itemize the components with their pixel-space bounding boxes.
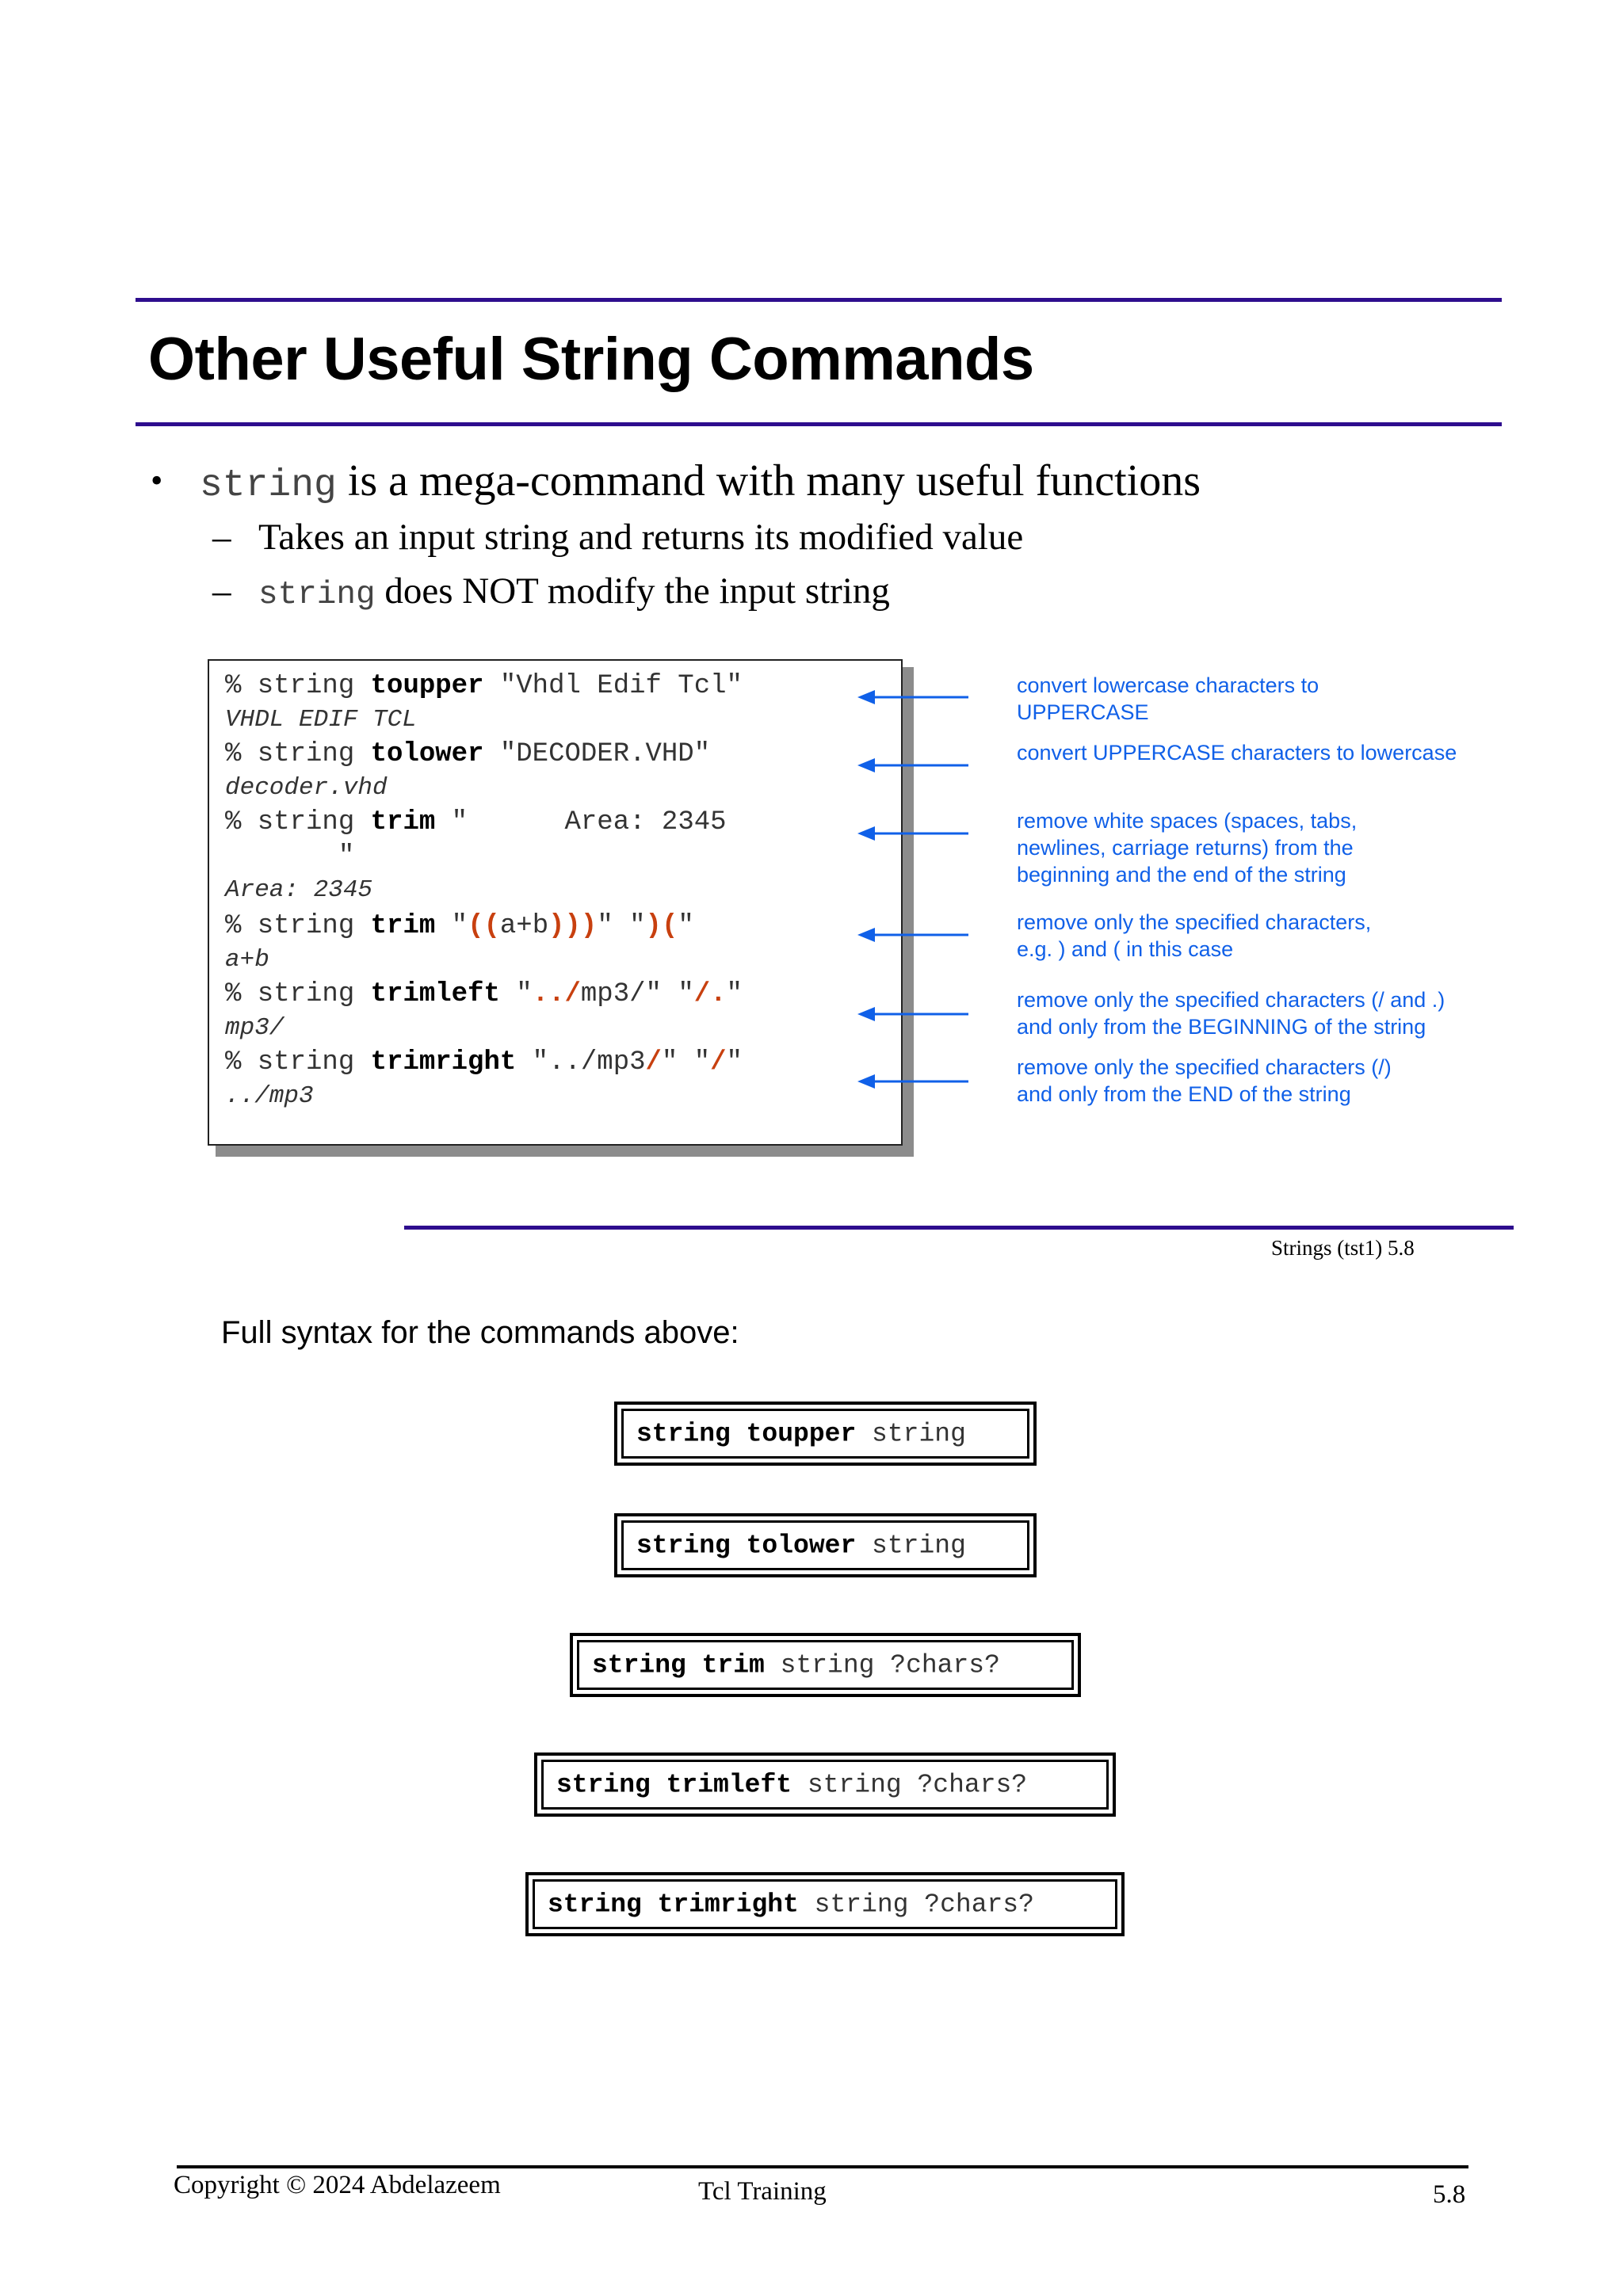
code-output-line: VHDL EDIF TCL bbox=[225, 706, 417, 734]
arg-part: mp3/" " bbox=[580, 979, 694, 1009]
highlighted-chars: /. bbox=[693, 979, 727, 1009]
footer-copyright: Copyright © 2024 Abdelazeem bbox=[174, 2171, 501, 2199]
code-command-line bbox=[225, 978, 743, 1010]
annotation-line: beginning and the end of the string bbox=[1017, 863, 1346, 887]
highlighted-chars: )( bbox=[645, 911, 678, 941]
subcommand: trim bbox=[370, 911, 436, 941]
footer-rule bbox=[177, 2165, 1468, 2168]
code-continuation-line: " bbox=[225, 841, 355, 871]
subcommand: tolower bbox=[370, 739, 484, 769]
syntax-command: string toupper bbox=[636, 1419, 857, 1448]
arrow-left-icon bbox=[857, 927, 968, 943]
annotation-toupper bbox=[1017, 672, 1319, 726]
syntax-text bbox=[592, 1650, 1000, 1680]
annotation-line: remove white spaces (spaces, tabs, bbox=[1017, 809, 1358, 833]
arrow-left-icon bbox=[857, 689, 968, 705]
prompt: % string bbox=[225, 739, 371, 769]
syntax-box-trimright bbox=[525, 1872, 1125, 1936]
code-output-line: a+b bbox=[225, 946, 269, 974]
syntax-command: string trimright bbox=[548, 1890, 799, 1919]
syntax-box-trim bbox=[570, 1633, 1081, 1697]
syntax-args: string bbox=[856, 1419, 966, 1448]
annotation-trim-chars bbox=[1017, 909, 1371, 963]
title-top-rule bbox=[136, 298, 1502, 302]
arguments: "Vhdl Edif Tcl" bbox=[483, 671, 743, 701]
syntax-text bbox=[636, 1419, 966, 1448]
footer-page-number: 5.8 bbox=[1433, 2180, 1466, 2209]
arg-part: " " bbox=[661, 1047, 711, 1077]
arg-part: " bbox=[499, 979, 533, 1009]
subcommand: toupper bbox=[370, 671, 484, 701]
arg-part: a+b bbox=[499, 911, 549, 941]
title-bottom-rule bbox=[136, 422, 1502, 426]
highlighted-chars: / bbox=[710, 1047, 727, 1077]
arg-part: "../mp3 bbox=[516, 1047, 646, 1077]
arrow-left-icon bbox=[857, 1006, 968, 1022]
arg-part: " bbox=[726, 979, 743, 1009]
slide-caption: Strings (tst1) 5.8 bbox=[1271, 1236, 1415, 1260]
annotation-line: remove only the specified characters (/ and .) bbox=[1017, 988, 1445, 1012]
arguments: "DECODER.VHD" bbox=[483, 739, 711, 769]
dash-marker: – bbox=[212, 570, 231, 612]
code-command-line bbox=[225, 738, 710, 770]
annotation-trimleft bbox=[1017, 986, 1445, 1040]
prompt: % string bbox=[225, 979, 371, 1009]
slide-bottom-rule bbox=[404, 1226, 1514, 1230]
annotation-line: newlines, carriage returns) from the bbox=[1017, 836, 1354, 860]
inline-code: string bbox=[200, 464, 337, 507]
code-command-line bbox=[225, 1047, 743, 1078]
footer-course-title: Tcl Training bbox=[698, 2177, 827, 2206]
annotation-line: and only from the BEGINNING of the string bbox=[1017, 1015, 1426, 1039]
highlighted-chars: (( bbox=[468, 911, 500, 941]
arg-part: " bbox=[678, 911, 694, 941]
syntax-command: string trim bbox=[592, 1650, 765, 1680]
syntax-text bbox=[636, 1531, 966, 1560]
syntax-args: string ?chars? bbox=[798, 1890, 1034, 1919]
prompt: % string bbox=[225, 911, 371, 941]
annotation-line: and only from the END of the string bbox=[1017, 1082, 1351, 1106]
bullet-text: is a mega-command with many useful functions bbox=[336, 456, 1201, 505]
sub-bullet-text: does NOT modify the input string bbox=[375, 570, 890, 612]
dash-marker: – bbox=[212, 517, 231, 558]
arrow-left-icon bbox=[857, 757, 968, 773]
annotation-trimright bbox=[1017, 1054, 1392, 1108]
prompt: % string bbox=[225, 1047, 371, 1077]
arg-part: " bbox=[726, 1047, 743, 1077]
annotation-line: convert UPPERCASE characters to lowercase bbox=[1017, 741, 1457, 765]
subcommand: trimright bbox=[370, 1047, 517, 1077]
arg-part: " " bbox=[597, 911, 646, 941]
sub-bullet-2 bbox=[212, 567, 890, 619]
prompt: % string bbox=[225, 807, 371, 837]
code-output-line: mp3/ bbox=[225, 1014, 285, 1042]
syntax-command: string trimleft bbox=[556, 1770, 792, 1799]
notes-heading: Full syntax for the commands above: bbox=[221, 1315, 739, 1350]
syntax-text bbox=[548, 1890, 1034, 1919]
inline-code: string bbox=[258, 577, 376, 613]
highlighted-chars: / bbox=[645, 1047, 662, 1077]
syntax-args: string ?chars? bbox=[764, 1650, 1000, 1680]
arguments: " Area: 2345 bbox=[435, 807, 727, 837]
code-command-line bbox=[225, 670, 743, 702]
code-output-line: decoder.vhd bbox=[225, 774, 388, 802]
syntax-box-tolower bbox=[614, 1513, 1037, 1577]
annotation-tolower bbox=[1017, 739, 1457, 766]
prompt: % string bbox=[225, 671, 371, 701]
syntax-args: string ?chars? bbox=[792, 1770, 1028, 1799]
arrow-left-icon bbox=[857, 826, 968, 841]
subcommand: trimleft bbox=[370, 979, 500, 1009]
annotation-line: remove only the specified characters, bbox=[1017, 910, 1372, 934]
code-output-line: ../mp3 bbox=[225, 1082, 314, 1110]
syntax-box-trimleft bbox=[534, 1753, 1116, 1817]
annotation-line: UPPERCASE bbox=[1017, 700, 1149, 724]
syntax-text bbox=[556, 1770, 1027, 1799]
code-command-line bbox=[225, 807, 727, 838]
bullet-dot: • bbox=[151, 461, 163, 500]
code-example-box bbox=[208, 659, 903, 1146]
sub-bullet-text: Takes an input string and returns its modified value bbox=[258, 517, 1024, 558]
subcommand: trim bbox=[370, 807, 436, 837]
syntax-box-toupper bbox=[614, 1402, 1037, 1466]
syntax-command: string tolower bbox=[636, 1531, 857, 1560]
code-output-line: Area: 2345 bbox=[225, 876, 373, 904]
sub-bullet-1 bbox=[212, 513, 1023, 561]
slide-title: Other Useful String Commands bbox=[148, 326, 1034, 393]
syntax-args: string bbox=[856, 1531, 966, 1560]
arg-part: " bbox=[435, 911, 468, 941]
annotation-line: remove only the specified characters (/) bbox=[1017, 1055, 1392, 1079]
code-command-line bbox=[225, 910, 694, 942]
annotation-trim-whitespace bbox=[1017, 807, 1357, 888]
highlighted-chars: ))) bbox=[548, 911, 598, 941]
arrow-left-icon bbox=[857, 1074, 968, 1089]
annotation-line: e.g. ) and ( in this case bbox=[1017, 937, 1234, 961]
annotation-line: convert lowercase characters to bbox=[1017, 673, 1319, 697]
highlighted-chars: ../ bbox=[532, 979, 581, 1009]
